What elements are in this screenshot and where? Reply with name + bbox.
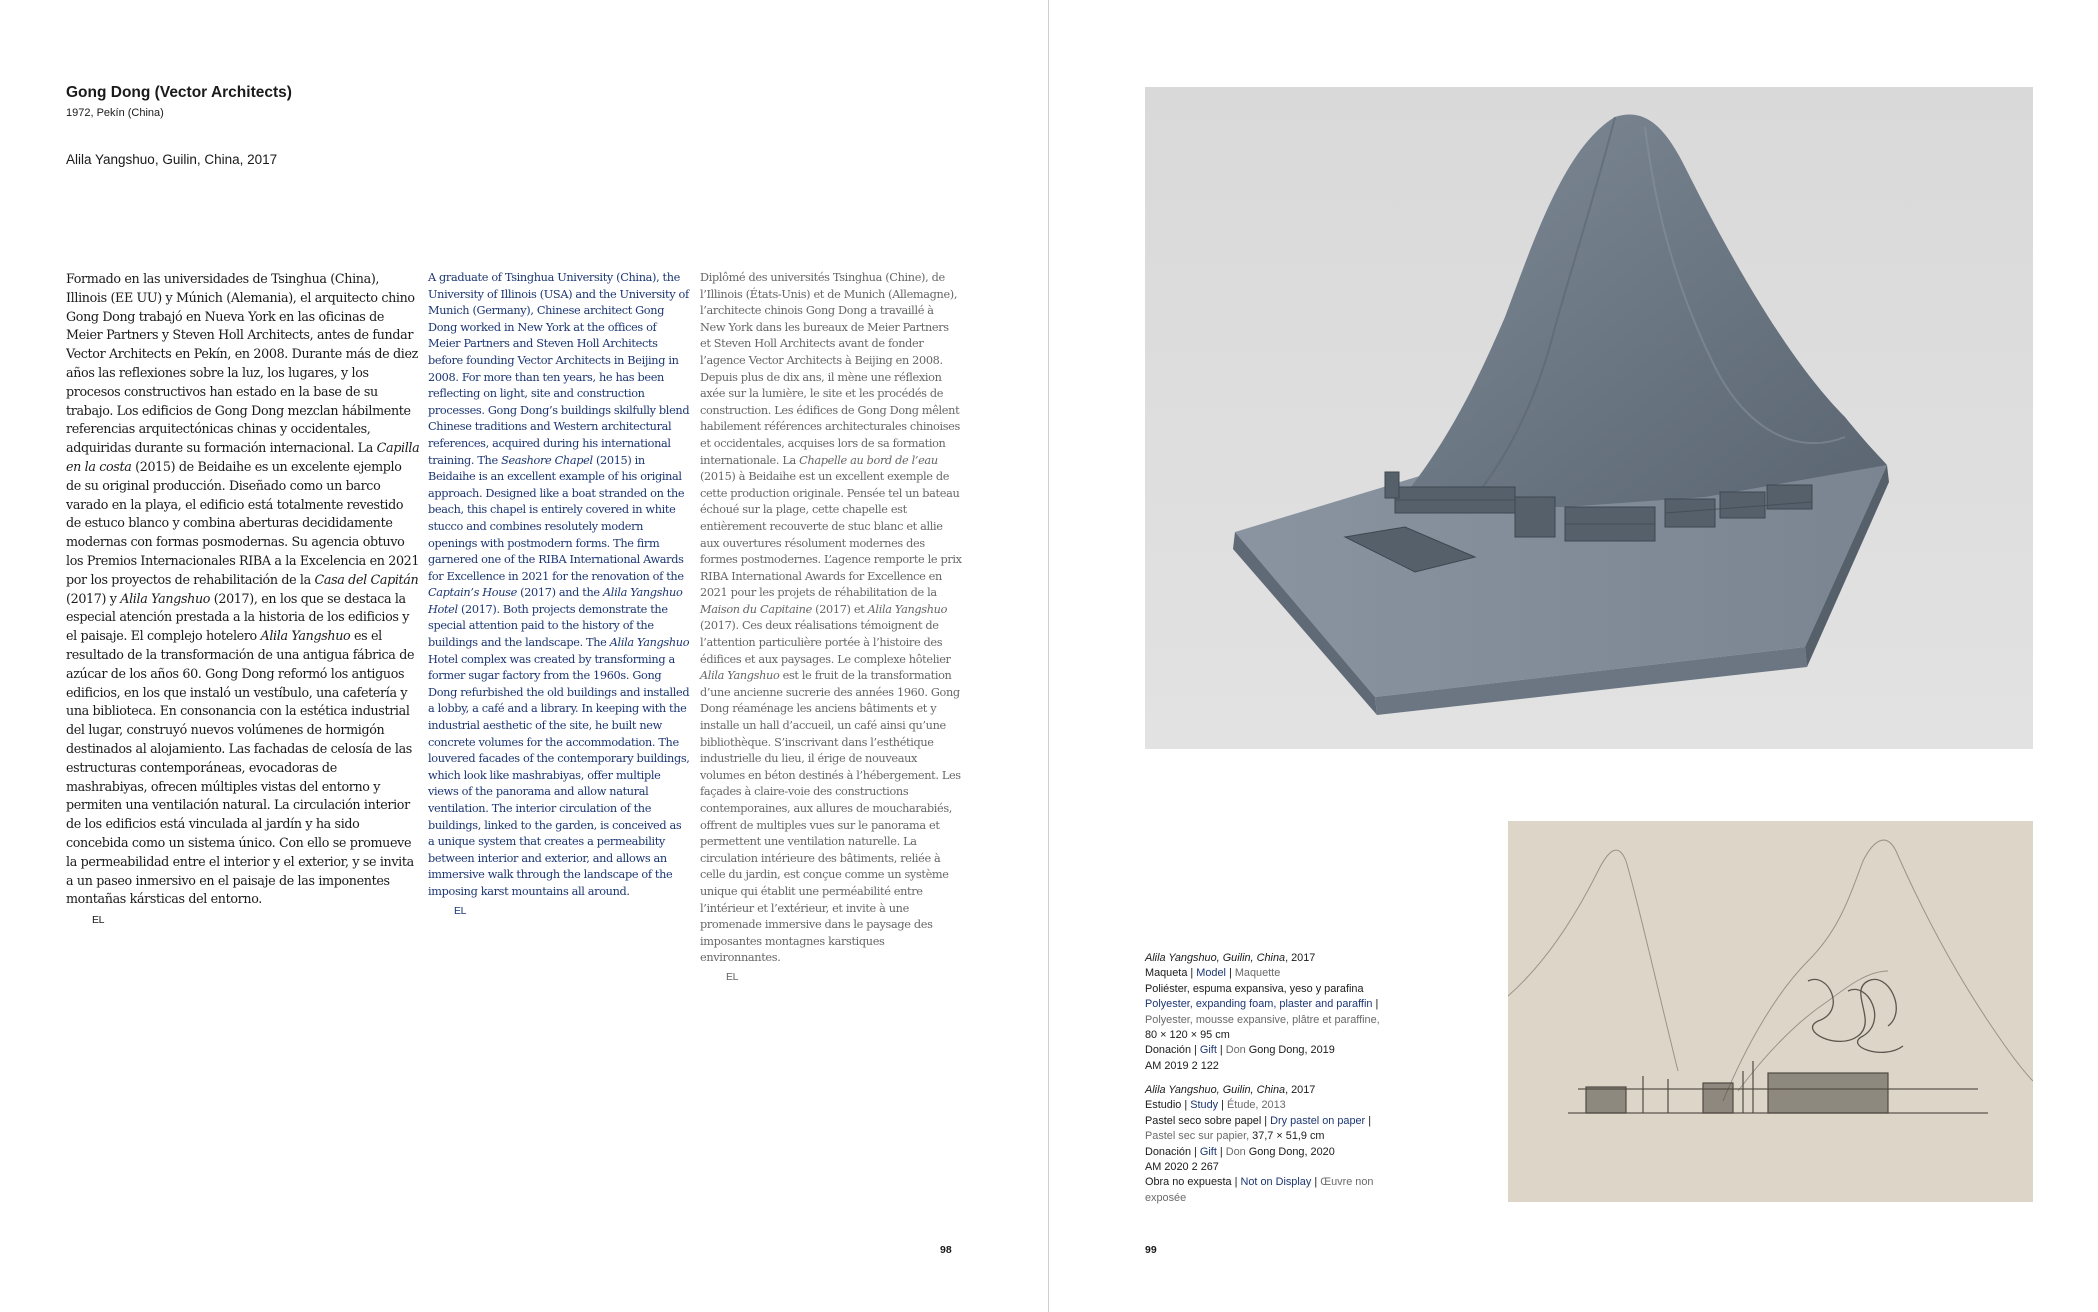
author-signature: EL [92,914,105,927]
model-photograph [1145,87,2033,749]
page-number-left: 98 [940,1244,952,1256]
page-number-right: 99 [1145,1244,1157,1256]
architect-birth: 1972, Pekín (China) [66,107,164,119]
author-signature: EL [726,970,739,983]
work-title: Alila Yangshuo, Guilin, China, 2017 [66,152,278,167]
text-column-english [428,270,690,919]
body-text-french: Diplômé des universités Tsinghua (Chine), de l’Illinois (États-Unis) et de Munich (Allemagne), l’architecte chinois Gong Dong a travaillé à New York dans les bureaux de Meier Partners et Steven Holl Architects avant de fonder l’agence Vector Architects à Beijing en 2008. Depuis plus de dix ans, il mène une réflexion axée sur la lumière, le site et les procédés de construction. Les édifices de Gong Dong mêlent habilement références architecturales chinoises et occidentales, acquises lors de sa formation internationale. La Chapelle au bord de l’eau (2015) à Beidaihe est un excellent exemple de cette production originale. Pensée tel un bateau échoué sur la plage, cette chapelle est entièrement recouverte de stuc blanc et allie aux ouvertures résolument modernes des formes postmodernes. L’agence remporte le prix RIBA International Awards for Excellence en 2021 pour les projets de réhabilitation de la Maison du Capitaine (2017) et Alila Yangshuo (2017). Ces deux réalisations témoignent de l’attention particulière portée à l’histoire des édifices et aux paysages. Le complexe hôtelier Alila Yangshuo est le fruit de la transformation d’une ancienne sucrerie des années 1960. Gong Dong réaménage les anciens bâtiments et y installe un hall d’accueil, un café ainsi qu’une bibliothèque. S’inscrivant dans l’esthétique industrielle du lieu, il érige de nouveaux volumes en béton destinés à l’hébergement. Les façades à claire-voie des constructions contemporaines, aux allures de moucharabiés, offrent de multiples vues sur le panorama et permettent une ventilation naturelle. La circulation intérieure des bâtiments, reliée à celle du jardin, est conçue comme un système unique qui établit une perméabilité entre l’intérieur et l’extérieur, et invite à une promenade immersive dans le paysage des imposantes montagnes karstiques environnantes. [700,271,962,965]
body-text-spanish: Formado en las universidades de Tsinghua (China), Illinois (EE UU) y Múnich (Alemania), el arquitecto chino Gong Dong trabajó en Nueva York en las oficinas de Meier Partners y Steven Holl Architects, antes de fundar Vector Architects en Pekín, en 2008. Durante más de diez años las reflexiones sobre la luz, los lugares, y los procesos constructivos han estado en la base de su trabajo. Los edificios de Gong Dong mezclan hábilmente referencias arquitectónicas chinas y occidentales, adquiridas durante su formación internacional. La Capilla en la costa (2015) de Beidaihe es un excelente ejemplo de su original producción. Diseñado como un barco varado en la playa, el edificio está totalmente revestido de estuco blanco y combina aberturas decididamente modernas con formas posmodernas. Su agencia obtuvo los Premios Internacionales RIBA a la Excelencia en 2021 por los proyectos de rehabilitación de la Casa del Capitán (2017) y Alila Yangshuo (2017), en los que se destaca la especial atención prestada a la historia de los edificios y el paisaje. El complejo hotelero Alila Yangshuo es el resultado de la transformación de una antigua fábrica de azúcar de los años 60. Gong Dong reformó los antiguos edificios, en los que instaló un vestíbulo, una cafetería y una biblioteca. En consonancia con la estética industrial del lugar, construyó nuevos volúmenes de hormigón destinados al alojamiento. Las fachadas de celosía de las estructuras contemporáneas, evocadoras de mashrabiyas, ofrecen múltiples vistas del entorno y permiten una ventilación natural. La circulación interior de los edificios está vinculada al jardín y ha sido concebida como un sistema único. Con ello se promueve la permeabilidad entre el interior y el exterior, y se invita a un paseo inmersivo en el paisaje de las imponentes montañas kársticas del entorno. [66,271,420,907]
caption-study: Alila Yangshuo, Guilin, China, 2017 Estudio | Study | Étude, 2013 Pastel seco sobre papel | Dry pastel on paper | Pastel sec sur papier, 37,7 × 51,9 cm Donación | Gift | Don Gong Dong, 2020 AM 2020 2 267 Obra no expuesta | Not on Display | Œuvre non exposée [1145,1084,1374,1204]
body-text-english: A graduate of Tsinghua University (China), the University of Illinois (USA) and the University of Munich (Germany), Chinese architect Gong Dong worked in New York at the offices of Meier Partners and Steven Holl Architects before founding Vector Architects in Beijing in 2008. For more than ten years, he has been reflecting on light, site and construction processes. Gong Dong’s buildings skilfully blend Chinese traditions and Western architectural references, acquired during his international training. The Seashore Chapel (2015) in Beidaihe is an excellent example of his original approach. Designed like a boat stranded on the beach, this chapel is entirely covered in white stucco and combines resolutely modern openings with postmodern forms. The firm garnered one of the RIBA International Awards for Excellence in 2021 for the renovation of the Captain’s House (2017) and the Alila Yangshuo Hotel (2017). Both projects demonstrate the special attention paid to the history of the buildings and the landscape. The Alila Yangshuo Hotel complex was created by transforming a former sugar factory from the 1960s. Gong Dong refurbished the old buildings and installed a lobby, a café and a library. In keeping with the industrial aesthetic of the site, he built new concrete volumes for the accommodation. The louvered facades of the contemporary buildings, which look like mashrabiyas, offer multiple views of the panorama and allow natural ventilation. The interior circulation of the buildings, linked to the garden, is conceived as a unique system that creates a permeability between interior and exterior, and allows an immersive walk through the landscape of the imposing karst mountains all around. [428,271,690,898]
text-column-spanish [66,270,420,930]
author-signature: EL [454,904,467,917]
caption-model: Alila Yangshuo, Guilin, China, 2017 Maqueta | Model | Maquette Poliéster, espuma expansiva, yeso y parafina Polyester, expanding foam, plaster and paraffin | Polyester, mousse expansive, plâtre et paraffine, 80 × 120 × 95 cm Donación | Gift | Don Gong Dong, 2019 AM 2019 2 122 [1145,952,1380,1072]
sketch-drawing [1508,821,2033,1202]
text-column-french [700,270,962,986]
architect-name: Gong Dong (Vector Architects) [66,84,292,101]
book-spine [1048,0,1049,1312]
